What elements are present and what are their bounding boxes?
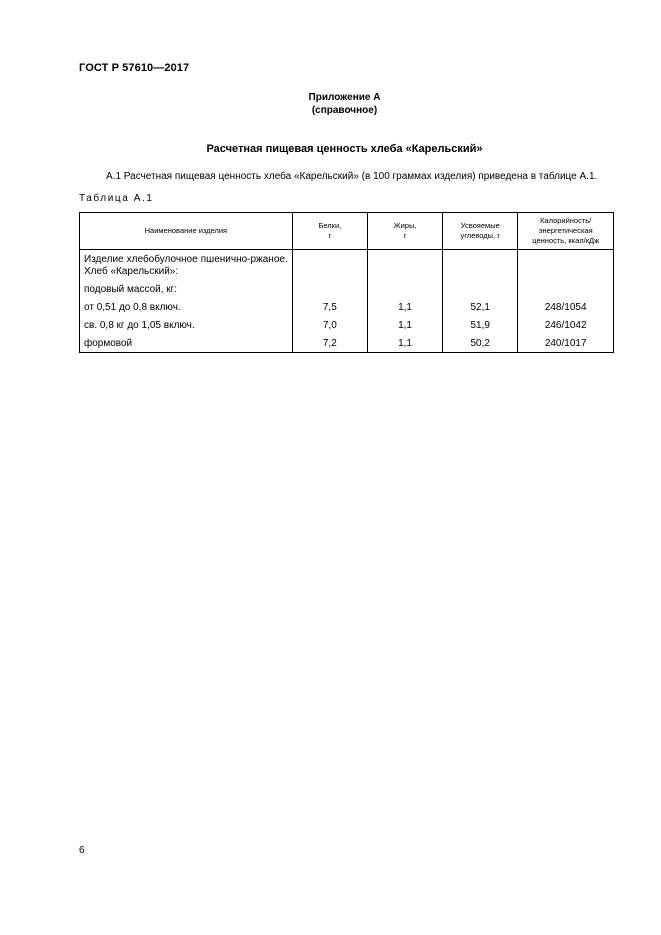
cell-energy <box>518 280 614 298</box>
header-energy: Калорийность/ энергетическая ценность, ккал/кДж <box>518 213 614 250</box>
cell-energy: 240/1017 <box>518 334 614 353</box>
cell-protein: 7,5 <box>292 298 367 316</box>
page-number: 6 <box>79 845 85 856</box>
table-row <box>80 280 614 298</box>
cell-name: от 0,51 до 0,8 включ. <box>80 298 293 316</box>
cell-protein: 7,2 <box>292 334 367 353</box>
table-row <box>80 316 614 334</box>
cell-fat: 1,1 <box>367 316 442 334</box>
cell-fat <box>367 250 442 281</box>
cell-protein <box>292 280 367 298</box>
table-row <box>80 250 614 281</box>
cell-carbohydrates: 52,1 <box>443 298 518 316</box>
cell-carbohydrates: 50,2 <box>443 334 518 353</box>
section-title: Расчетная пищевая ценность хлеба «Карельский» <box>206 143 483 155</box>
cell-protein <box>292 250 367 281</box>
cell-fat: 1,1 <box>367 298 442 316</box>
appendix-type: (справочное) <box>311 105 378 116</box>
standard-number: ГОСТ Р 57610—2017 <box>79 62 190 74</box>
nutrition-table <box>79 212 614 353</box>
header-protein: Белки, г <box>292 213 367 250</box>
cell-energy: 248/1054 <box>518 298 614 316</box>
cell-energy <box>518 250 614 281</box>
header-carbohydrates: Усвояемые углеводы, г <box>443 213 518 250</box>
cell-name: подовый массой, кг: <box>80 280 293 298</box>
table-row <box>80 334 614 353</box>
table-header-row <box>80 213 614 250</box>
cell-fat: 1,1 <box>367 334 442 353</box>
cell-carbohydrates <box>443 250 518 281</box>
intro-paragraph: А.1 Расчетная пищевая ценность хлеба «Карельский» (в 100 граммах изделия) приведена в таблице А.1. <box>106 171 598 182</box>
cell-protein: 7,0 <box>292 316 367 334</box>
cell-name: Изделие хлебобулочное пшенично-ржаное. Хлеб «Карельский»: <box>80 250 293 281</box>
cell-carbohydrates: 51,9 <box>443 316 518 334</box>
cell-name: формовой <box>80 334 293 353</box>
appendix-title: Приложение А <box>308 92 381 103</box>
cell-name: св. 0,8 кг до 1,05 включ. <box>80 316 293 334</box>
header-fat: Жиры, г <box>367 213 442 250</box>
appendix-heading <box>0 91 661 117</box>
table-caption: Таблица А.1 <box>79 193 154 204</box>
header-name: Наименование изделия <box>80 213 293 250</box>
cell-carbohydrates <box>443 280 518 298</box>
cell-energy: 246/1042 <box>518 316 614 334</box>
table-row <box>80 298 614 316</box>
cell-fat <box>367 280 442 298</box>
